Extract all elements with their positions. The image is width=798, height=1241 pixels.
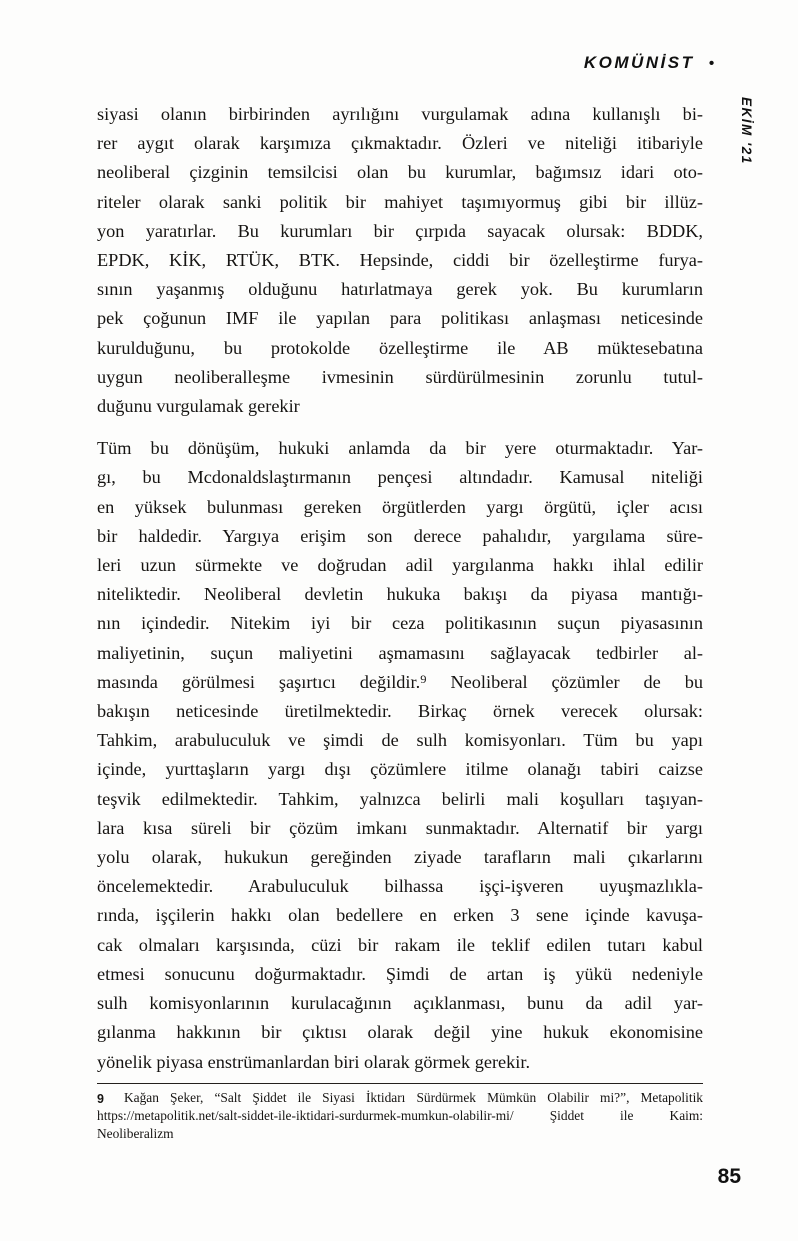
text-line: riteler olarak sanki politik bir mahiyet taşımıyormuş gibi bir illüz- (97, 191, 703, 212)
text-line: öncelemektedir. Arabuluculuk bilhassa işçi-işveren uyuşmazlıkla- (97, 876, 703, 897)
text-line: Kağan Şeker, “Salt Şiddet ile Siyasi İktidarı Sürdürmek Mümkün Olabilir mi?”, Metapolitik (124, 1090, 703, 1105)
text-line: en yüksek bulunması gereken örgütlerden yargı örgütü, içler acısı (97, 496, 703, 517)
text-line: Tüm bu dönüşüm, hukuki anlamda da bir yere oturmaktadır. Yar- (97, 438, 703, 459)
text-line: masında görülmesi şaşırtıcı değildir.⁹ Neoliberal çözümler de bu (97, 671, 703, 692)
issue-label: EKİM '21 (739, 97, 754, 165)
text-line: kurulduğunu, bu protokolde özelleştirme ile AB müktesebatına (97, 337, 703, 358)
text-line: Tahkim, arabuluculuk ve şimdi de sulh komisyonları. Tüm bu yapı (97, 730, 703, 751)
footnote-marker: 9 (97, 1092, 104, 1106)
magazine-header (584, 53, 714, 73)
text-line: EPDK, KİK, RTÜK, BTK. Hepsinde, ciddi bir özelleştirme furya- (97, 250, 703, 271)
text-line: yolu olarak, hukukun gereğinden ziyade tarafların mali çıkarlarını (97, 847, 703, 868)
text-line: rında, işçilerin hakkı olan bedellere en erken 3 sene içinde kavuşa- (97, 905, 703, 926)
footnote-text (97, 1089, 703, 1144)
text-line: cak olmaları karşısında, cüzi bir rakam ile teklif edilen tutarı kabul (97, 934, 703, 955)
footnote (97, 1083, 703, 1144)
paragraph-1 (97, 100, 703, 421)
text-line: lara kısa süreli bir çözüm imkanı sunmaktadır. Alternatif bir yargı (97, 817, 703, 838)
text-line: etmesi sonucunu doğurmaktadır. Şimdi de artan iş yükü nedeniyle (97, 963, 703, 984)
text-line: yon yaratırlar. Bu kurumları bir çırpıda sayacak olursak: BDDK, (97, 220, 703, 241)
bullet-icon: • (708, 55, 714, 72)
text-line: maliyetinin, suçun maliyetini aşmamasını sağlayacak tedbirler al- (97, 642, 703, 663)
text-line: bir haldedir. Yargıya erişim son derece pahalıdır, yargılama süre- (97, 525, 703, 546)
text-line: leri uzun sürmekte ve doğrudan adil yargılanma hakkı ihlal edilir (97, 555, 703, 576)
text-line: rer aygıt olarak karşımıza çıkmaktadır. Özleri ve niteliği itibariyle (97, 133, 703, 154)
text-line: yönelik piyasa enstrümanlardan biri olarak görmek gerekir. (97, 1051, 531, 1072)
text-line: https://metapolitik.net/salt-siddet-ile-iktidari-surdurmek-mumkun-olabilir-mi/ Şiddet ile Kaim: (97, 1108, 703, 1124)
text-line: neoliberal çizginin temsilcisi olan bu kurumlar, bağımsız idari oto- (97, 162, 703, 183)
text-line: içinde, yurttaşların yargı dışı çözümlere itilme olanağı tabiri caizse (97, 759, 703, 780)
text-line: pek çoğunun IMF ile yapılan para politikası anlaşması neticesinde (97, 308, 703, 329)
magazine-title: KOMÜNİST (583, 53, 695, 72)
text-line: bakışın neticesinde üretilmektedir. Birkaç örnek verecek olursak: (97, 701, 703, 722)
text-line: teşvik edilmektedir. Tahkim, yalnızca belirli mali koşulları taşıyan- (97, 788, 703, 809)
text-line: gılanma hakkının bir çıktısı olarak değil yine hukuk ekonomisine (97, 1022, 703, 1043)
text-line: uygun neoliberalleşme ivmesinin sürdürülmesinin zorunlu tutul- (97, 366, 703, 387)
text-line: gı, bu Mcdonaldslaştırmanın pençesi altındadır. Kamusal niteliği (97, 467, 703, 488)
page-number: 85 (717, 1165, 741, 1188)
text-line: niteliktedir. Neoliberal devletin hukuka bakışı da piyasa mantığı- (97, 584, 703, 605)
text-line: siyasi olanın birbirinden ayrılığını vurgulamak adına kullanışlı bi- (97, 104, 703, 124)
text-line: nın içindedir. Nitekim iyi bir ceza politikasının suçun piyasasının (97, 613, 703, 634)
text-line: Neoliberalizm (97, 1126, 174, 1142)
text-line: duğunu vurgulamak gerekir (97, 396, 300, 417)
paragraph-2 (97, 434, 703, 1076)
text-line: sının yaşanmış olduğunu hatırlatmaya gerek yok. Bu kurumların (97, 279, 703, 300)
text-line: sulh komisyonlarının kurulacağının açıklanması, bunu da adil yar- (97, 993, 703, 1014)
body-text (97, 100, 703, 1090)
